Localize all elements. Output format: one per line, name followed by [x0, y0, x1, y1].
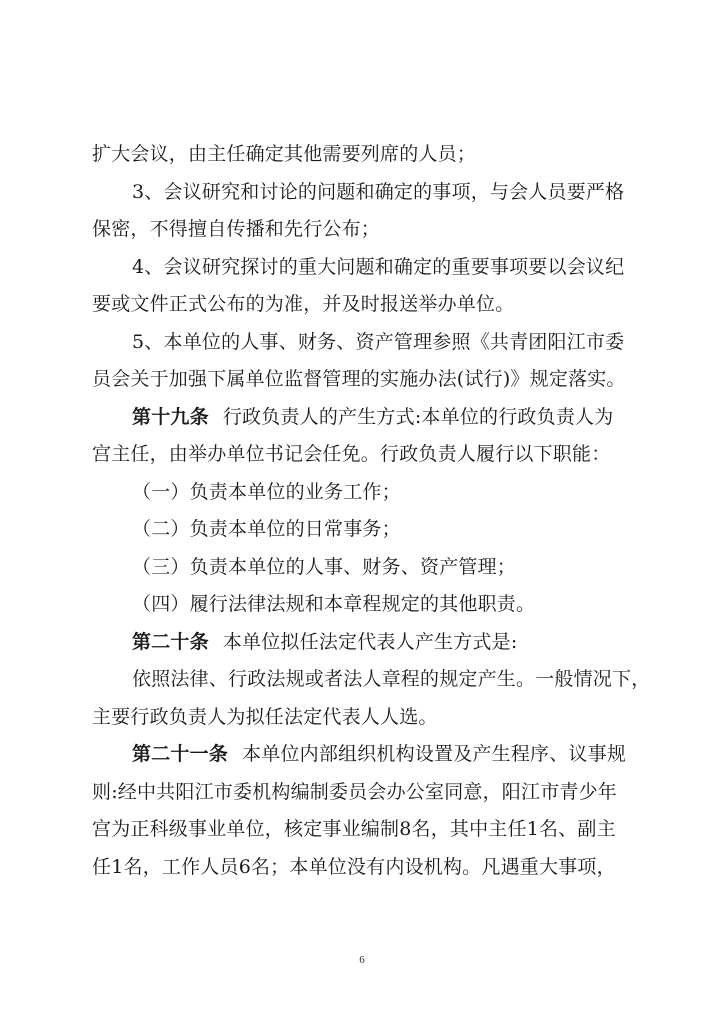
list-item: （一）负责本单位的业务工作；: [132, 480, 401, 503]
list-item: （四）履行法律法规和本章程规定的其他职责。: [132, 593, 536, 615]
text-line: 主要行政负责人为拟任法定代表人人选。: [92, 705, 438, 728]
article-line: [92, 399, 637, 437]
article-heading: 第二十一条: [132, 743, 229, 765]
list-item: （二）负责本单位的日常事务；: [132, 518, 401, 540]
text-line: 4、会议研究探讨的重大问题和确定的重要事项要以会议纪: [132, 255, 625, 278]
article-text: 本单位拟任法定代表人产生方式是:: [222, 630, 518, 653]
text-line: 扩大会议，由主任确定其他需要列席的人员；: [92, 143, 477, 165]
article-heading: 第十九条: [132, 405, 209, 428]
text-line: 保密，不得擅自传播和先行公布；: [92, 218, 381, 240]
page-number: 6: [359, 954, 365, 966]
text-line: 宫主任，由举办单位书记会任免。行政负责人履行以下职能：: [92, 443, 611, 465]
article-line: [92, 736, 637, 774]
text-line: 员会关于加强下属单位监督管理的实施办法(试行)》规定落实。: [92, 368, 626, 390]
text-line: 任1名，工作人员6名；本单位没有内设机构。凡遇重大事项，: [92, 855, 616, 878]
text-line: 3、会议研究和讨论的问题和确定的事项，与会人员要严格: [132, 180, 625, 203]
text-line: 宫为正科级事业单位，核定事业编制8名，其中主任1名、副主: [92, 818, 616, 840]
article-text: 本单位内部组织机构设置及产生程序、议事规: [242, 743, 627, 765]
article-text: 行政负责人的产生方式:本单位的行政负责人为: [222, 405, 614, 428]
text-line: 则:经中共阳江市委机构编制委员会办公室同意，阳江市青少年: [92, 780, 618, 803]
article-heading: 第二十条: [132, 630, 209, 653]
text-line: 依照法律、行政法规或者法人章程的规定产生。一般情况下，: [132, 668, 651, 690]
document-body: [92, 136, 651, 886]
text-line: 要或文件正式公布的为准，并及时报送举办单位。: [92, 293, 515, 315]
article-line: [92, 624, 637, 662]
text-line: 5、本单位的人事、财务、资产管理参照《共青团阳江市委: [132, 330, 625, 353]
list-item: （三）负责本单位的人事、财务、资产管理；: [132, 555, 517, 578]
